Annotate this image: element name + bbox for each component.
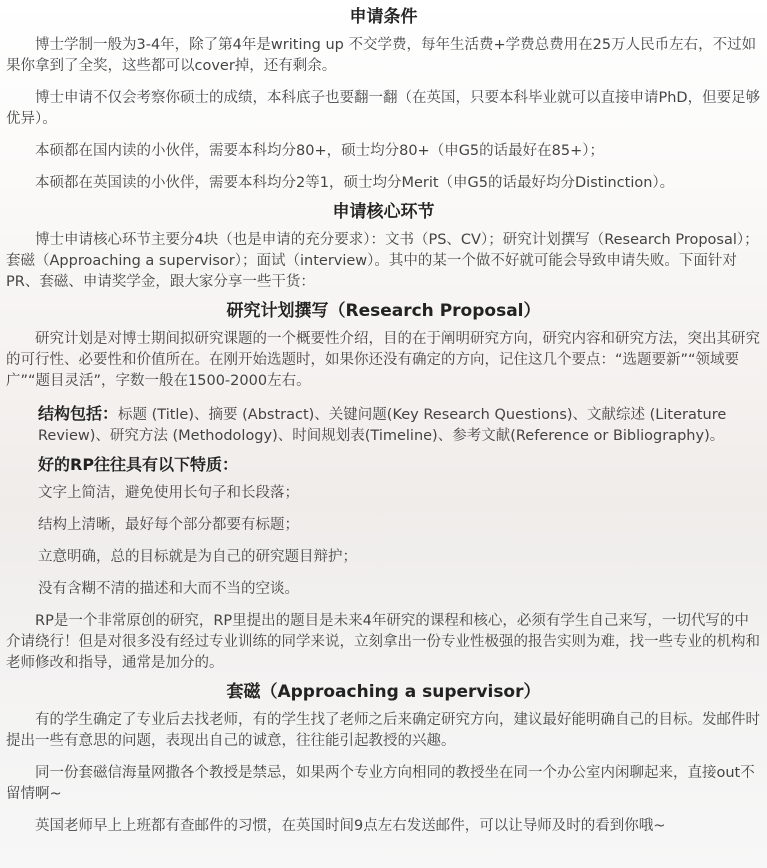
paragraph: 英国老师早上上班都有查邮件的习惯，在英国时间9点左右发送邮件，可以让导师及时的看到你哦~ (35, 818, 666, 834)
structure-label: 结构包括： (38, 404, 119, 423)
section-title-requirements: 申请条件 (349, 7, 418, 27)
paragraph: 本硕都在英国读的小伙伴，需要本科均分2等1，硕士均分Merit（申G5的话最好均分Distinction）。 (35, 175, 675, 191)
paragraph: 研究计划是对博士期间拟研究课题的一个概要性介绍，目的在于阐明研究方向，研究内容和研究方法，突出其研究的可行性、必要性和价值所在。在刚开始选题时，如果你还没有确定的方向，记住这几个要点：“选题要新”“领域要广”“题目灵活”，字数一般在1500-2000左右。 (6, 331, 760, 389)
section-title-core: 申请核心环节 (332, 202, 435, 222)
structure-paragraph (0, 403, 767, 447)
structure-text: 标题 (Title)、摘要 (Abstract)、关键问题(Key Research Questions)、文献综述 (Literature Review)、研究方法 (Methodology)、时间规划表(Timeline)、参考文献(Reference or Bibliography)。 (38, 407, 727, 444)
paragraph: 本硕都在国内读的小伙伴，需要本科均分80+，硕士均分80+（申G5的话最好在85+）； (35, 143, 605, 159)
trait-item: 文字上简洁，避免使用长句子和长段落； (38, 485, 299, 501)
trait-item: 结构上清晰，最好每个部分都要有标题； (38, 517, 299, 533)
paragraph: 有的学生确定了专业后去找老师，有的学生找了老师之后来确定研究方向，建议最好能明确自己的目标。发邮件时提出一些有意思的问题，表现出自己的诚意，往往能引起教授的兴趣。 (6, 712, 760, 749)
paragraph: 同一份套磁信海量网撒各个教授是禁忌，如果两个专业方向相同的教授坐在同一个办公室内闲聊起来，直接out不留情啊~ (6, 765, 755, 802)
paragraph: 博士申请核心环节主要分4块（也是申请的充分要求）：文书（PS、CV）；研究计划撰写（Research Proposal）；套磁（Approaching a supervisor）；面试（interview）。其中的某一个做不好就可能会导致申请失败。下面针对PR、套磁、申请奖学金，跟大家分享一些干货： (6, 232, 759, 290)
trait-item: 没有含糊不清的描述和大而不当的空谈。 (38, 581, 299, 597)
section-title-approaching: 套磁（Approaching a supervisor） (226, 682, 541, 702)
trait-item: 立意明确，总的目标就是为自己的研究题目辩护； (38, 549, 357, 565)
section-title-rp: 研究计划撰写（Research Proposal） (226, 301, 541, 321)
good-rp-title: 好的RP往往具有以下特质： (38, 455, 239, 474)
paragraph: RP是一个非常原创的研究，RP里提出的题目是未来4年研究的课程和核心，必须有学生自己来写，一切代写的中介请绕行！但是对很多没有经过专业训练的同学来说，立刻拿出一份专业性极强的报告实则为难，找一些专业的机构和老师修改和指导，通常是加分的。 (6, 613, 760, 671)
paragraph: 博士申请不仅会考察你硕士的成绩，本科底子也要翻一翻（在英国，只要本科毕业就可以直接申请PhD，但要足够优异）。 (6, 90, 761, 127)
paragraph: 博士学制一般为3-4年，除了第4年是writing up 不交学费，每年生活费+学费总费用在25万人民币左右，不过如果你拿到了全奖，这些都可以cover掉，还有剩余。 (6, 37, 757, 74)
